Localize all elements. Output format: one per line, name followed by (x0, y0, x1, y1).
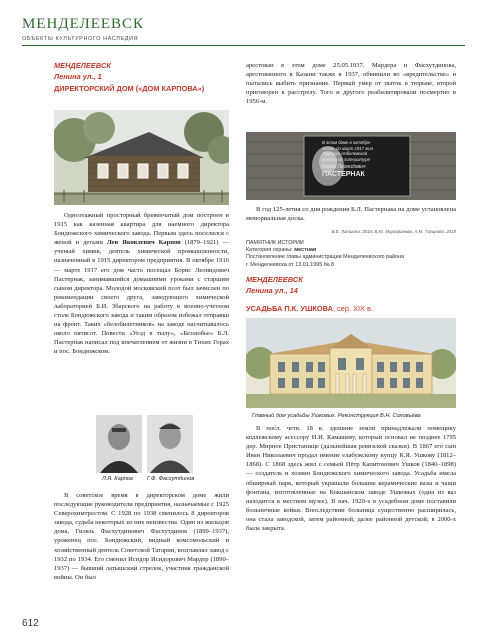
plaque-line-1: В этом доме в октябре (322, 140, 371, 145)
entry1-street: Ленина ул., 1 (54, 72, 102, 81)
status-decree-date: г. Менделеевска от 13.01.1995 № 8 (246, 261, 335, 268)
entry1-body-part1: Одноэтажный просторный бревенчатый дом построен в 1915 как казенная квартира для наемного директора Бондюжского химического завода. Первым здесь поселился с женой и детьми (54, 212, 229, 247)
entry2-title-extra: , сер. XIX в. (332, 304, 374, 313)
entry2-title: УСАДЬБА П.К. УШКОВА (246, 304, 333, 313)
photo-credit-1: Б.Б. Лапшина, 2016; Б.Ю. Мирофанова, А.М. Тагирова, 2018 (331, 229, 456, 234)
entry1-title: ДИРЕКТОРСКИЙ ДОМ («ДОМ КАРПОВА») (54, 84, 205, 93)
status-type: ПАМЯТНИК ИСТОРИИ (246, 240, 304, 246)
entry2-city: МЕНДЕЛЕЕВСК (246, 275, 303, 284)
status-category-value: местная (294, 247, 317, 254)
entry1-heading (54, 61, 229, 93)
portrait-caption-karpov: Л.Я. Карпов (102, 476, 133, 482)
protection-status (246, 240, 456, 269)
page-number: 612 (22, 618, 39, 629)
plaque-name-2: ПАСТЕРНАК (322, 170, 365, 178)
plaque-name-1: Борис Леонидович (322, 164, 366, 171)
plaque-line-2: 1916г. по март 1917 жил (322, 145, 374, 151)
entry2-body: В посл. четв. 18 в. здешние земли принадлежали помещику коллежскому асессору И.И. Камашеву, который основал не позднее 1795 дер. Мирное Пристанище (дальнейшая ревизской сказки). В 1867 его сын Иван Николаевич продал имение елабужскому купцу К.Я. Ушкову (1812–1868). С 1868 здесь жил с семьей Пётр Капитонович Ушков (1840–1898) — создатель и хозяин Бондюжского химического завода. Усадьба имела обширный парк, который украшали большие керамические вазы и чаши фонтана, изготовленные на Кокшанском заводе Ушковых (одна из ваз находится в местном музее). В нач. 1920-х в усадебном доме поставили больничные койки. Впоследствии больница существенно расширилась, она стала заводской, затем районной, далее районной детской; в 2000-х была закрыта. (246, 425, 456, 533)
portrait-karpov (96, 415, 142, 473)
entry1-body2: В советское время в директорском доме жили последующие руководители предприятия, назначаемые с 1925 Северохимтрестом. С 1928 по 1938 сменилось 8 директоров завода, судьба некоторых из них неизвестна. Один из жильцов дома, Гилязь Фасхутдинович Фасхутдинов (1899–1937), уроженец пос. Бондюжский, видный комсомольский и хозяйственный деятель Советской Татарии, возглавлял завод с 1932 по 1934. Его сменил Исидор Исидорович Мардер (1890–1937) — бывший латышский стрелок, участник гражданской войны. Он был (54, 492, 229, 581)
plaque-description: В год 125-летия со дня рождения Б.Л. Пастернака на доме установлена мемориальная доска. (246, 206, 456, 223)
plaque-text (322, 140, 408, 178)
estate-caption: Главный дом усадьбы Ушковых. Реконструкция В.Н. Соловьёва (252, 413, 421, 419)
right-top-text: арестован в этом доме 25.05.1937. Мардера и Фасхутдинова, арестованного в Казани также в 1937, обвинили во «вредительстве» и пытались выбить признание. Первый умер от пыток в тюрьме, второй приговорен к расстрелу. Того и другого реабилитировали посмертно в 1956-м. (246, 62, 456, 106)
status-category-label: Категория охраны: (246, 247, 295, 254)
entry1-body-part2: (1879–1921) — ученый химик, деятель химической промышленности, назначенный в 1915 директором предприятия. В октябре 1916 — марте 1917 его дом часто посещал Борис Леонидович Пастернак, занимавшийся домашними уроками с старшим сыном директора. Молодой московский поэт был зачислен по рекомендации своего друга, заведующего химической лабораторией Б.И. Збарского на работу в военно-учетном столе Бондюжского завода и таким образом избежал отправки на фронт. Таких «белобилетников» на заводе насчитывалось около пятисот. Повести «Уезд в тылу», «Безлюбье» Б.Л. Пастернак написал под впечатлением от жизни в Тихих Горах и пос. Бондюжском. (54, 239, 229, 356)
plaque-line-3: Лауреат Нобелевской (322, 151, 368, 157)
running-header-subtitle: ОБЪЕКТЫ КУЛЬТУРНОГО НАСЛЕДИЯ (22, 36, 139, 42)
entry1-city: МЕНДЕЛЕЕВСК (54, 61, 111, 70)
portrait-faskhutdinov (147, 415, 193, 473)
header-rule (22, 45, 465, 46)
entry2-street: Ленина ул., 14 (246, 286, 298, 295)
plaque-line-4: премии по литературе (322, 156, 370, 162)
entry1-body-name: Лев Яковлевич Карпов (106, 239, 181, 247)
entry2-title-line (246, 298, 456, 316)
running-header-title: МЕНДЕЛЕЕВСК (22, 16, 145, 32)
house-photo (54, 110, 229, 205)
entry1-body (54, 211, 229, 357)
estate-drawing (246, 318, 456, 408)
status-decree: Постановление главы администрации Менделеевского района (246, 254, 405, 261)
portrait-caption-faskhutdinov: Г.Ф. Фасхутдинов (147, 476, 195, 482)
